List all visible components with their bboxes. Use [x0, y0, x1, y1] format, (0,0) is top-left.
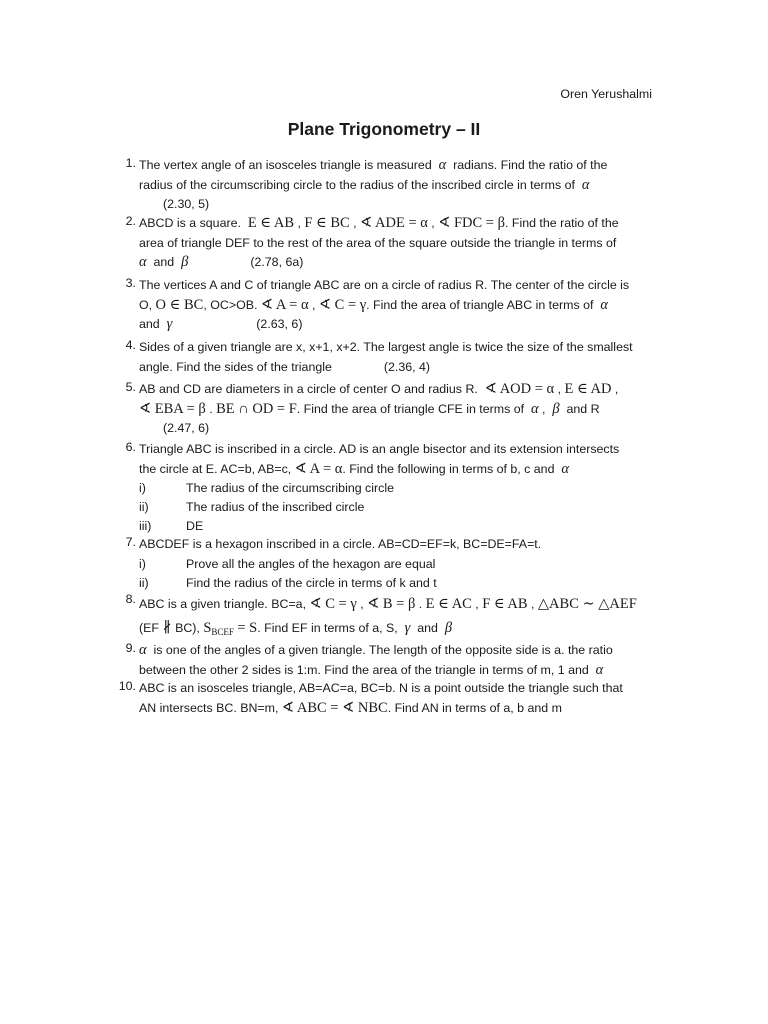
- list-item-text: The radius of the inscribed circle: [186, 500, 365, 514]
- math-area-symbol: S: [203, 620, 212, 636]
- math-expression: E ∈ AB: [247, 215, 294, 231]
- math-alpha: α: [561, 460, 569, 477]
- question-1: [114, 156, 662, 215]
- question-body: [139, 440, 662, 479]
- math-expression: △ABC ∼ △AEF: [537, 596, 637, 612]
- question-body: ABC is a given triangle. BC=a, ∢ C = γ , ∢ B = β . E ∈ AC , F ∈ AB , △ABC ∼ △AEF (EF ∦ BC), $S_{BCEF} = S$. Find EF in terms of a, S, γ and β: [139, 596, 637, 637]
- math-expression: E ∈ AD: [564, 381, 612, 397]
- math-alpha: α: [530, 400, 539, 417]
- question-text: The vertices A and C of triangle ABC are on a circle of radius R. The center of the circle is: [139, 278, 630, 292]
- math-expression: F ∈ AB: [482, 596, 528, 612]
- question-text: radians. Find the ratio of the: [453, 158, 608, 172]
- reference-code: (2.36, 4): [383, 359, 431, 374]
- math-expression: ∢ AOD = α: [484, 381, 555, 397]
- question-2: [114, 214, 662, 273]
- question-3: [114, 276, 662, 335]
- list-item-text: Find the radius of the circle in terms of k and t: [186, 575, 437, 590]
- question-text: AN intersects BC. BN=m,: [139, 700, 279, 715]
- question-body: ABCD is a square. E ∈ AB , F ∈ BC , ∢ ADE = α , ∢ FDC = β. Find the ratio of the area of triangle DEF to the rest of the area of the square outside the triangle in terms of α and β (2.78, 6a): [139, 214, 662, 273]
- reference-code: (2.47, 6): [163, 421, 210, 435]
- math-expression: E ∈ AC: [425, 596, 472, 612]
- question-5: [114, 380, 662, 439]
- question-8: [114, 592, 662, 644]
- list-item-text: DE: [186, 519, 204, 533]
- question-text: is one of the angles of a given triangle. The length of the opposite side is a. the ratio: [153, 643, 613, 657]
- list-item: [114, 517, 662, 536]
- question-text: (EF: [139, 621, 159, 635]
- question-text: ABCDEF is a hexagon inscribed in a circle. AB=CD=EF=k, BC=DE=FA=t.: [139, 537, 542, 551]
- reference-code: (2.63, 6): [256, 317, 303, 331]
- question-4: [114, 338, 662, 377]
- question-text: AB and CD are diameters in a circle of center O and radius R.: [139, 382, 478, 396]
- list-item: [114, 479, 662, 498]
- list-item-label: iii): [139, 519, 152, 533]
- question-body: [139, 338, 662, 377]
- question-number: 6.: [125, 440, 136, 454]
- question-text: and: [139, 317, 160, 331]
- reference-code: (2.78, 6a): [250, 255, 304, 269]
- question-text: the circle at E. AC=b, AB=c,: [139, 461, 292, 476]
- math-expression: ∢ EBA = β: [139, 400, 206, 417]
- question-9: [114, 641, 662, 680]
- math-expression: ∢ ABC = ∢ NBC: [281, 699, 388, 716]
- list-item: [114, 498, 662, 517]
- question-number: 7.: [125, 535, 136, 549]
- list-item-label: i): [139, 556, 146, 571]
- question-number: 2.: [125, 214, 136, 228]
- question-text: . Find EF in terms of a, S,: [257, 621, 398, 635]
- question-text: The vertex angle of an isosceles triangle is measured: [139, 158, 432, 172]
- math-alpha: α: [139, 642, 147, 658]
- list-item: [114, 555, 662, 574]
- question-text: . Find the area of triangle CFE in terms of: [296, 401, 525, 416]
- not-parallel-symbol: ∦: [162, 620, 172, 636]
- question-text: O,: [139, 297, 153, 312]
- math-subscript: BCEF: [211, 627, 234, 637]
- question-body: [139, 679, 662, 718]
- math-expression: BE ∩ OD = F: [216, 400, 297, 417]
- question-body: [139, 535, 662, 555]
- question-text: angle. Find the sides of the triangle: [139, 359, 332, 374]
- math-beta: β: [181, 254, 189, 270]
- math-expression: ∢ B = β: [367, 596, 416, 612]
- question-text: BC),: [175, 621, 200, 635]
- question-text: ABCD is a square.: [139, 216, 241, 230]
- author-name: Oren Yerushalmi: [560, 87, 652, 101]
- math-alpha: α: [139, 254, 147, 270]
- math-expression: ∢ A = α: [294, 460, 343, 477]
- math-alpha: α: [595, 661, 604, 678]
- question-text: Triangle ABC is inscribed in a circle. AD is an angle bisector and its extension intersects: [139, 442, 620, 456]
- question-body: The vertices A and C of triangle ABC are on a circle of radius R. The center of the circle is O, O ∈ BC, OC>OB. ∢ A = α , ∢ C = γ. Find the area of triangle ABC in terms of α and γ (2.63, 6): [139, 276, 662, 335]
- list-item-label: ii): [139, 500, 149, 514]
- question-number: 3.: [125, 276, 136, 290]
- question-6: [114, 440, 662, 536]
- question-7: [114, 535, 662, 593]
- math-expression: ∢ FDC = β: [438, 215, 505, 231]
- question-body: [139, 156, 662, 215]
- question-text: . Find the ratio of the: [504, 216, 619, 230]
- question-number: 9.: [125, 641, 136, 655]
- question-10: [114, 679, 662, 718]
- list-item-label: ii): [139, 575, 149, 590]
- question-text: , OC>OB.: [203, 297, 258, 312]
- question-number: 5.: [125, 380, 136, 394]
- math-expression: ∢ A = α: [260, 296, 309, 313]
- question-text: ABC is a given triangle. BC=a,: [139, 597, 307, 611]
- list-item-text: The radius of the circumscribing circle: [186, 481, 394, 495]
- math-beta: β: [444, 620, 453, 636]
- question-text: . Find the area of triangle ABC in terms of: [366, 297, 594, 312]
- math-beta: β: [552, 400, 560, 417]
- question-text: and R: [566, 401, 600, 416]
- question-number: 10.: [118, 679, 136, 693]
- question-number: 1.: [125, 156, 136, 170]
- question-text: . Find the following in terms of b, c and: [342, 461, 555, 476]
- math-alpha: α: [581, 176, 590, 193]
- question-number: 8.: [125, 592, 136, 606]
- page-title: Plane Trigonometry – II: [287, 119, 481, 139]
- math-expression: = S: [237, 620, 258, 636]
- question-text: between the other 2 sides is 1:m. Find the area of the triangle in terms of m, 1 and: [139, 662, 589, 677]
- math-expression: ∢ C = γ: [318, 296, 367, 313]
- math-expression: ∢ ADE = α: [360, 215, 428, 231]
- list-item-text: Prove all the angles of the hexagon are equal: [186, 556, 436, 571]
- question-text: . Find AN in terms of a, b and m: [387, 700, 562, 715]
- question-text: and: [417, 621, 438, 635]
- list-item-label: i): [139, 481, 146, 495]
- question-text: and: [153, 255, 175, 269]
- list-item: [114, 574, 662, 593]
- math-gamma: γ: [166, 316, 173, 332]
- math-gamma: γ: [404, 620, 411, 636]
- math-expression: O ∈ BC: [155, 296, 204, 313]
- question-body: AB and CD are diameters in a circle of center O and radius R. ∢ AOD = α , E ∈ AD , ∢ EBA = β . BE ∩ OD = F. Find the area of triangle CFE in terms of α , β and R (2.47, 6): [139, 381, 619, 435]
- question-text: area of triangle DEF to the rest of the area of the square outside the triangle in terms of: [139, 235, 617, 250]
- math-alpha: α: [438, 157, 447, 173]
- math-alpha: α: [600, 296, 608, 313]
- question-body: [139, 641, 662, 680]
- math-expression: ∢ C = γ: [309, 596, 357, 612]
- math-expression: F ∈ BC: [304, 215, 350, 231]
- question-text: radius of the circumscribing circle to the radius of the inscribed circle in terms of: [139, 177, 575, 192]
- question-number: 4.: [125, 338, 136, 352]
- question-text: Sides of a given triangle are x, x+1, x+2. The largest angle is twice the size of the smallest: [139, 340, 633, 354]
- reference-code: (2.30, 5): [163, 197, 210, 211]
- question-text: ABC is an isosceles triangle, AB=AC=a, BC=b. N is a point outside the triangle such that: [139, 681, 623, 695]
